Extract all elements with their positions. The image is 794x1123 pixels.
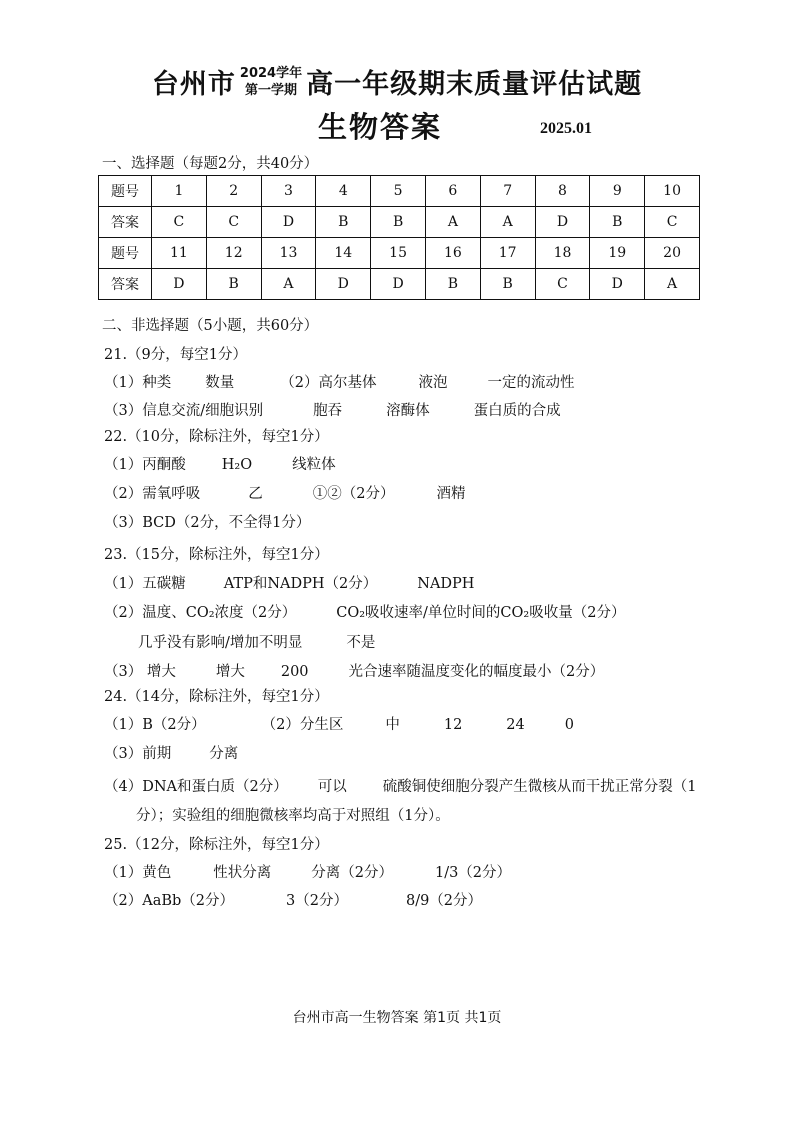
answer-text: ①②（2分） — [312, 486, 395, 502]
q24-line2 — [104, 742, 238, 763]
answer-cell: B — [316, 207, 371, 238]
question-number: 13 — [261, 238, 316, 269]
q23-line3 — [138, 631, 375, 652]
q22-line2 — [104, 482, 465, 503]
answer-text: 蛋白质的合成 — [473, 403, 561, 419]
answer-cell: D — [316, 269, 371, 300]
q21-line1 — [104, 371, 574, 392]
question-number: 3 — [261, 176, 316, 207]
question-number: 15 — [371, 238, 426, 269]
answer-cell: D — [152, 269, 207, 300]
answer-text: （2）高尔基体 — [280, 375, 377, 391]
title-semester: 第一学期 — [244, 82, 297, 98]
page-footer: 台州市高一生物答案 第1页 共1页 — [292, 1010, 502, 1026]
answer-text: （1）五碳糖 — [104, 576, 186, 592]
answer-text: 胞吞 — [313, 403, 343, 419]
exam-title — [0, 62, 794, 101]
answer-text: 24 — [506, 717, 525, 733]
question-number: 14 — [316, 238, 371, 269]
row-label: 题号 — [99, 176, 152, 207]
answer-text: 8/9（2分） — [405, 893, 483, 909]
row-label: 题号 — [99, 238, 152, 269]
answer-text: 溶酶体 — [386, 403, 430, 419]
title-city: 台州市 — [151, 69, 236, 100]
answer-text: （1）B（2分） — [104, 717, 206, 733]
answer-text: 增大 — [215, 664, 245, 680]
answer-text: 1/3（2分） — [434, 865, 512, 881]
q21-heading: 21.（9分，每空1分） — [104, 347, 248, 363]
q24-line3 — [104, 775, 696, 796]
answer-cell: C — [645, 207, 700, 238]
exam-date: 2025.01 — [540, 120, 592, 137]
answer-cell: B — [590, 207, 645, 238]
answer-text: （2）温度、CO₂浓度（2分） — [104, 605, 297, 621]
question-number: 9 — [590, 176, 645, 207]
q22-line3: （3）BCD（2分，不全得1分） — [104, 515, 311, 531]
answer-text: （4）DNA和蛋白质（2分） — [104, 779, 288, 795]
answer-text: （2）AaBb（2分） — [104, 893, 235, 909]
q25-line2 — [104, 889, 482, 910]
question-number: 4 — [316, 176, 371, 207]
q21-line2 — [104, 399, 561, 420]
answer-cell: D — [590, 269, 645, 300]
q23-heading: 23.（15分，除标注外，每空1分） — [104, 547, 329, 563]
answer-text: （2）需氧呼吸 — [104, 486, 201, 502]
question-number: 16 — [425, 238, 480, 269]
answer-text: 中 — [385, 717, 400, 733]
answer-text: 酒精 — [436, 486, 466, 502]
question-number: 8 — [535, 176, 590, 207]
answer-text: NADPH — [417, 576, 475, 592]
answer-text: 光合速率随温度变化的幅度最小（2分） — [348, 664, 605, 680]
answer-text: 0 — [564, 717, 574, 733]
row-label: 答案 — [99, 207, 152, 238]
answer-text: （1）丙酮酸 — [104, 457, 186, 473]
answer-cell: B — [480, 269, 535, 300]
answer-text: 可以 — [317, 779, 347, 795]
answer-text: 3（2分） — [286, 893, 348, 909]
answer-text: CO₂吸收速率/单位时间的CO₂吸收量（2分） — [336, 605, 626, 621]
answer-text: 几乎没有影响/增加不明显 — [138, 635, 303, 651]
table-row — [99, 269, 700, 300]
answer-text: 乙 — [248, 486, 263, 502]
subtitle: 生物答案 — [318, 110, 443, 144]
answer-text: （1）种类 — [104, 375, 172, 391]
table-row — [99, 176, 700, 207]
question-number: 10 — [645, 176, 700, 207]
q23-line4 — [104, 660, 604, 681]
answer-text: 一定的流动性 — [487, 375, 575, 391]
answer-text: （3）信息交流/细胞识别 — [104, 403, 264, 419]
q24-line1 — [104, 713, 574, 734]
answer-text: 性状分离 — [213, 865, 272, 881]
answer-cell: C — [206, 207, 261, 238]
question-number: 5 — [371, 176, 426, 207]
answer-cell: A — [645, 269, 700, 300]
answer-text: （3） 增大 — [104, 664, 176, 680]
q23-line2 — [104, 601, 625, 622]
q24-line4: 分）；实验组的细胞微核率均高于对照组（1分）。 — [136, 808, 450, 824]
answer-cell: D — [261, 207, 316, 238]
answer-text: H₂O — [221, 457, 253, 473]
answer-text: 线粒体 — [292, 457, 336, 473]
question-number: 2 — [206, 176, 261, 207]
answer-text: （3）前期 — [104, 746, 172, 762]
table-row — [99, 207, 700, 238]
q25-line1 — [104, 861, 511, 882]
table-row — [99, 238, 700, 269]
answer-cell: B — [371, 207, 426, 238]
answer-cell: A — [425, 207, 480, 238]
answer-text: 分离（2分） — [311, 865, 393, 881]
q25-heading: 25.（12分，除标注外，每空1分） — [104, 837, 329, 853]
section1-title: 一、选择题（每题2分，共40分） — [102, 156, 319, 172]
row-label: 答案 — [99, 269, 152, 300]
answer-text: 不是 — [346, 635, 376, 651]
question-number: 20 — [645, 238, 700, 269]
answer-cell: C — [152, 207, 207, 238]
question-number: 18 — [535, 238, 590, 269]
answer-text: 12 — [443, 717, 463, 733]
q22-heading: 22.（10分，除标注外，每空1分） — [104, 429, 329, 445]
answer-text: 分离 — [209, 746, 239, 762]
q23-line1 — [104, 572, 474, 593]
answer-text: 液泡 — [418, 375, 448, 391]
answer-table — [98, 175, 700, 300]
q22-line1 — [104, 453, 336, 474]
question-number: 1 — [152, 176, 207, 207]
answer-cell: D — [535, 207, 590, 238]
question-number: 6 — [425, 176, 480, 207]
question-number: 11 — [152, 238, 207, 269]
question-number: 17 — [480, 238, 535, 269]
answer-text: 硫酸铜使细胞分裂产生微核从而干扰正常分裂（1 — [382, 779, 697, 795]
answer-cell: C — [535, 269, 590, 300]
title-term — [240, 65, 302, 99]
q24-heading: 24.（14分，除标注外，每空1分） — [104, 689, 329, 705]
question-number: 7 — [480, 176, 535, 207]
answer-cell: D — [371, 269, 426, 300]
answer-text: （1）黄色 — [104, 865, 172, 881]
question-number: 12 — [206, 238, 261, 269]
answer-text: （2）分生区 — [261, 717, 344, 733]
answer-cell: B — [425, 269, 480, 300]
answer-text: 数量 — [205, 375, 235, 391]
answer-text: ATP和NADPH（2分） — [223, 576, 378, 592]
title-exam: 高一年级期末质量评估试题 — [306, 69, 643, 100]
title-year: 2024学年 — [239, 65, 303, 81]
answer-cell: A — [261, 269, 316, 300]
question-number: 19 — [590, 238, 645, 269]
answer-cell: A — [480, 207, 535, 238]
section2-title: 二、非选择题（5小题，共60分） — [102, 318, 319, 334]
answer-cell: B — [206, 269, 261, 300]
answer-text: 200 — [280, 664, 309, 680]
